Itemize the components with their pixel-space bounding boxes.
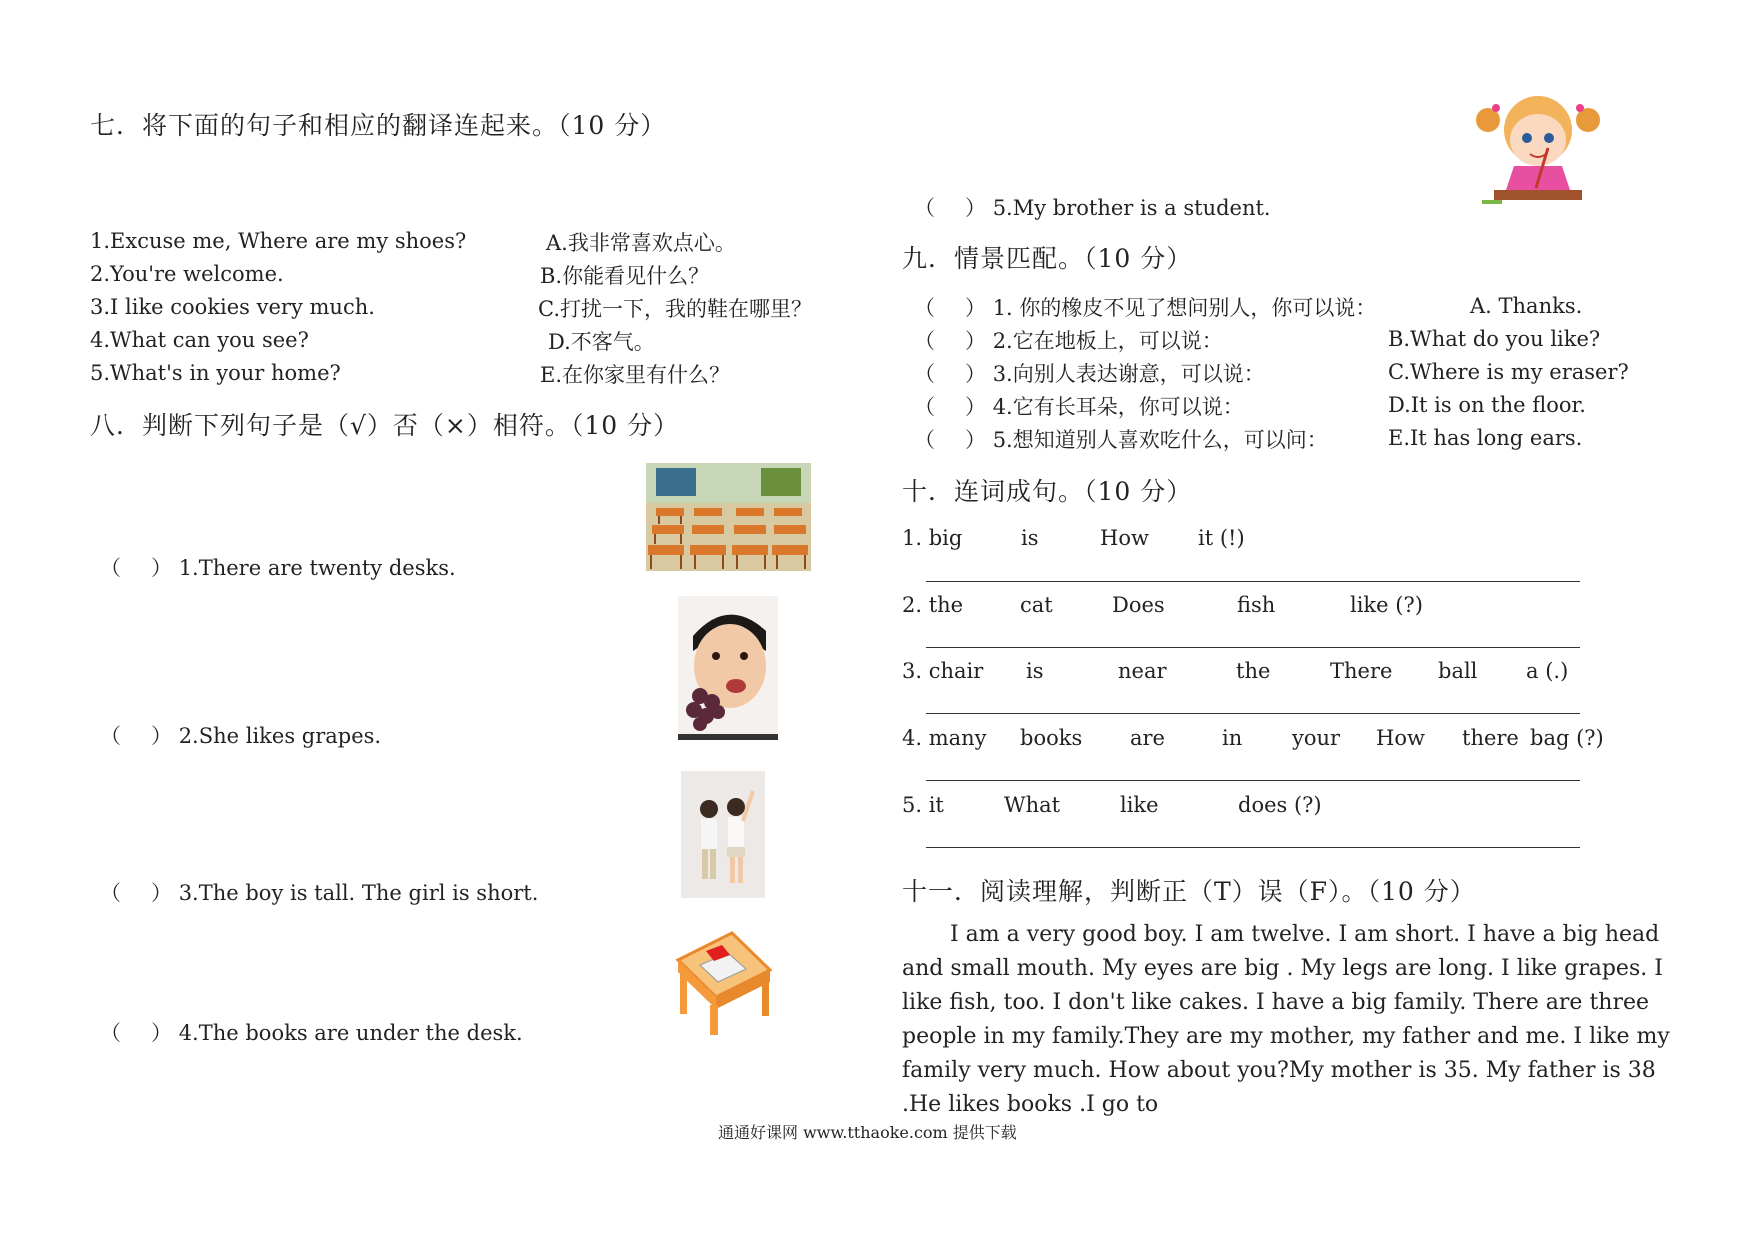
- scenario-option-c: C.Where is my eraser?: [1388, 360, 1629, 384]
- word-4-1: 4. many: [902, 726, 987, 750]
- scenario-item-1: [914, 292, 1376, 322]
- word-1-3: How: [1100, 526, 1149, 550]
- word-1-2: is: [1021, 526, 1039, 550]
- section11-title: 十一．阅读理解，判断正（T）误（F）。（10 分）: [902, 877, 1476, 906]
- word-3-5: There: [1330, 659, 1393, 683]
- word-4-5: your: [1292, 726, 1341, 750]
- scenario-option-e: E.It has long ears.: [1388, 426, 1583, 450]
- answer-line-5[interactable]: [926, 847, 1580, 848]
- judge-item-4: [100, 1017, 523, 1047]
- classroom-desks-image: [646, 463, 811, 571]
- books-on-desk-image: [670, 925, 776, 1037]
- scenario-text: 4.它有长耳朵，你可以说：: [992, 395, 1244, 419]
- word-3-7: a (.): [1526, 659, 1569, 683]
- reading-passage: I am a very good boy. I am twelve. I am short. I have a big head and small mouth. My eyes are big . My legs are long. I like grapes. I like fish, too. I don't like cakes. I have a big family. There are three people in my family.They are my mother, my father and me. I like my family very much. How about you?My mother is 35. My father is 38 .He likes books .I go to: [902, 922, 1670, 1117]
- word-3-4: the: [1236, 659, 1271, 683]
- answer-paren-close: ）: [965, 296, 986, 320]
- word-4-3: are: [1130, 726, 1165, 750]
- word-4-8: bag (?): [1530, 726, 1604, 750]
- word-3-3: near: [1118, 659, 1167, 683]
- child-eating-grapes-image: [678, 596, 778, 740]
- word-4-6: How: [1376, 726, 1425, 750]
- word-4-4: in: [1222, 726, 1243, 750]
- word-2-1: 2. the: [902, 593, 964, 617]
- word-5-2: What: [1004, 793, 1061, 817]
- match-right-a: A.我非常喜欢点心。: [546, 231, 736, 255]
- scenario-text: 1. 你的橡皮不见了想问别人，你可以说：: [992, 296, 1377, 320]
- match-left-5: 5.What's in your home?: [90, 361, 341, 385]
- answer-paren-open: （: [100, 881, 121, 905]
- match-right-d: D.不客气。: [548, 330, 655, 354]
- word-2-2: cat: [1020, 593, 1053, 617]
- word-4-2: books: [1020, 726, 1083, 750]
- answer-line-3[interactable]: [926, 713, 1580, 714]
- scenario-item-3: [914, 358, 1265, 388]
- scenario-text: 3.向别人表达谢意，可以说：: [992, 362, 1265, 386]
- answer-paren-open: （: [914, 428, 935, 452]
- match-right-c: C.打扰一下，我的鞋在哪里？: [538, 297, 812, 321]
- answer-line-4[interactable]: [926, 780, 1580, 781]
- match-right-b: B.你能看见什么？: [540, 264, 710, 288]
- match-left-2: 2.You're welcome.: [90, 262, 284, 286]
- judge-text: 5.My brother is a student.: [992, 196, 1271, 220]
- judge-text: 4.The books are under the desk.: [178, 1021, 523, 1045]
- match-left-4: 4.What can you see?: [90, 328, 309, 352]
- answer-paren-close: ）: [151, 1021, 172, 1045]
- answer-paren-open: （: [100, 1021, 121, 1045]
- scenario-item-4: [914, 391, 1244, 421]
- footer-credit: 通通好课网 www.tthaoke.com 提供下载: [718, 1123, 1017, 1142]
- word-1-4: it (!): [1198, 526, 1245, 550]
- boy-and-girl-image: [681, 771, 765, 898]
- judge-text: 3.The boy is tall. The girl is short.: [178, 881, 539, 905]
- section9-title: 九．情景匹配。（10 分）: [902, 244, 1193, 273]
- answer-paren-close: ）: [965, 362, 986, 386]
- answer-paren-open: （: [100, 724, 121, 748]
- word-2-4: fish: [1237, 593, 1276, 617]
- scenario-item-2: [914, 325, 1223, 355]
- scenario-text: 2.它在地板上，可以说：: [992, 329, 1223, 353]
- word-1-1: 1. big: [902, 526, 963, 550]
- section8-title: 八．判断下列句子是（√）否（×）相符。（10 分）: [90, 411, 680, 440]
- judge-text: 2.She likes grapes.: [178, 724, 382, 748]
- answer-paren-open: （: [100, 556, 121, 580]
- scenario-item-5: [914, 424, 1328, 454]
- scenario-option-a: A. Thanks.: [1470, 294, 1583, 318]
- word-5-3: like: [1120, 793, 1159, 817]
- section7-title: 七．将下面的句子和相应的翻译连起来。（10 分）: [90, 111, 667, 140]
- match-left-1: 1.Excuse me, Where are my shoes?: [90, 229, 467, 253]
- judge-text: 1.There are twenty desks.: [178, 556, 456, 580]
- word-4-7: there: [1462, 726, 1519, 750]
- judge-item-5: [914, 192, 1271, 222]
- answer-line-1[interactable]: [926, 581, 1580, 582]
- word-3-2: is: [1026, 659, 1044, 683]
- answer-paren-close: ）: [965, 196, 986, 220]
- answer-paren-close: ）: [965, 329, 986, 353]
- girl-reading-illustration: [1474, 90, 1602, 210]
- word-3-1: 3. chair: [902, 659, 984, 683]
- word-3-6: ball: [1438, 659, 1478, 683]
- answer-line-2[interactable]: [926, 647, 1580, 648]
- answer-paren-close: ）: [151, 881, 172, 905]
- match-right-e: E.在你家里有什么？: [540, 363, 731, 387]
- answer-paren-close: ）: [151, 556, 172, 580]
- word-2-5: like (?): [1350, 593, 1423, 617]
- answer-paren-open: （: [914, 395, 935, 419]
- answer-paren-open: （: [914, 196, 935, 220]
- word-2-3: Does: [1112, 593, 1165, 617]
- answer-paren-close: ）: [151, 724, 172, 748]
- word-5-4: does (?): [1238, 793, 1322, 817]
- answer-paren-open: （: [914, 329, 935, 353]
- answer-paren-open: （: [914, 362, 935, 386]
- answer-paren-close: ）: [965, 395, 986, 419]
- word-5-1: 5. it: [902, 793, 944, 817]
- judge-item-3: [100, 877, 538, 907]
- judge-item-2: [100, 720, 381, 750]
- scenario-option-b: B.What do you like?: [1388, 327, 1601, 351]
- section10-title: 十．连词成句。（10 分）: [902, 477, 1193, 506]
- scenario-text: 5.想知道别人喜欢吃什么，可以问：: [992, 428, 1328, 452]
- judge-item-1: [100, 552, 456, 582]
- match-left-3: 3.I like cookies very much.: [90, 295, 375, 319]
- answer-paren-close: ）: [965, 428, 986, 452]
- answer-paren-open: （: [914, 296, 935, 320]
- scenario-option-d: D.It is on the floor.: [1388, 393, 1586, 417]
